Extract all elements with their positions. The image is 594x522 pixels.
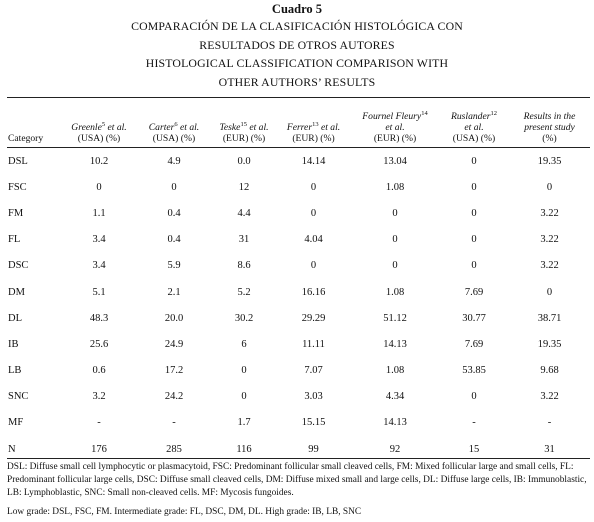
table-cell: 0.4 — [167, 207, 181, 219]
table-cell: 0 — [392, 234, 398, 246]
table-cell: 0 — [241, 391, 247, 403]
table-cell: 15 — [468, 443, 480, 455]
table-cell: 16.16 — [301, 286, 326, 298]
row-category: N — [8, 443, 16, 455]
table-row — [7, 227, 590, 253]
table-cell: 5.9 — [167, 260, 181, 272]
column-header: Ferrer$^{13}$ et al. (EUR) (%) — [286, 121, 341, 144]
table-row — [7, 253, 590, 279]
table-cell: 7.07 — [304, 365, 323, 377]
table-cell: 19.35 — [537, 338, 562, 350]
table-cell: 5.2 — [237, 286, 251, 298]
table-cell: 30.77 — [462, 312, 486, 324]
table-cell: 1.08 — [385, 286, 405, 298]
table-cell: 31 — [238, 234, 250, 246]
table-cell: 24.9 — [164, 338, 184, 350]
table-cell: 176 — [91, 443, 107, 455]
table-cell: 12 — [238, 181, 250, 193]
row-category: LB — [8, 365, 22, 377]
footnotes — [7, 461, 592, 519]
table-cell: 38.71 — [537, 312, 562, 324]
table-cell: 0 — [546, 181, 553, 193]
table-label: Cuadro 5 — [271, 2, 323, 16]
table-cell: 0.0 — [237, 155, 251, 167]
table-cell: 8.6 — [237, 260, 251, 272]
column-header: Fournel Fleury$^{14}$ et al. (EUR) (%) — [362, 110, 428, 144]
abbreviation-note: DSL: Diffuse small cell lymphocytic or plasmacytoid, FSC: Predominant follicular small cleaved cells, FM: Mixed follicular large and small cells, FL: Predominant follicular large cells, DSC: Diffuse small cleaved cells, DM: Diffuse mixed small and large cells, DL: Diffuse large cells, IB: Immunoblastic, LB: Lymphoblastic, SNC: Small non-cleaved cells. MF: Mycosis fungoides. — [7, 462, 587, 499]
table-row — [7, 384, 590, 410]
title-line: COMPARACIÓN DE LA CLASIFICACIÓN HISTOLÓGICA CON — [131, 19, 463, 33]
row-category: DSL — [8, 155, 28, 167]
table-cell: 4.34 — [385, 391, 405, 403]
column-header: Carter$^6$ et al. (USA) (%) — [148, 121, 200, 144]
table-cell: 0 — [471, 207, 477, 219]
table-cell: - — [547, 417, 552, 429]
table-cell: 3.4 — [92, 234, 106, 246]
table-cell: 3.03 — [304, 391, 323, 403]
table-row — [7, 200, 590, 226]
table-cell: 17.2 — [164, 365, 184, 377]
table-row — [7, 410, 590, 436]
top-rule — [7, 97, 590, 98]
table-cell: 1.7 — [237, 417, 251, 429]
table-cell: 14.13 — [383, 338, 407, 350]
table-cell: 0 — [471, 181, 477, 193]
column-header: Ruslander$^{12}$ et al. (USA) (%) — [451, 110, 497, 144]
table-cell: 0 — [96, 181, 102, 193]
row-category: SNC — [8, 391, 29, 403]
table-cell: 2.1 — [167, 286, 181, 298]
table-cell: 3.4 — [92, 260, 106, 272]
table-cell: 1.1 — [92, 207, 106, 219]
table-cell: 0 — [546, 286, 553, 298]
table-cell: 30.2 — [234, 312, 254, 324]
table-cell: 7.69 — [464, 338, 484, 350]
table-cell: 3.22 — [540, 391, 559, 403]
table-cell: 0 — [241, 365, 247, 377]
table-cell: 1.08 — [385, 181, 405, 193]
table-cell: 0 — [310, 181, 317, 193]
table-cell: 14.14 — [301, 155, 326, 167]
row-category: DM — [8, 286, 25, 298]
row-category: FL — [8, 234, 21, 246]
table-cell: 5.1 — [92, 286, 106, 298]
table-cell: 0 — [171, 181, 177, 193]
table-cell: 25.6 — [89, 338, 109, 350]
table-cell: 92 — [389, 443, 401, 455]
bottom-rule — [7, 458, 590, 459]
table-cell: 7.69 — [464, 286, 484, 298]
category-header: Category — [8, 133, 44, 144]
table-cell: - — [472, 417, 476, 429]
table-cell: 13.04 — [383, 155, 407, 167]
table-row — [7, 305, 590, 331]
table-row — [7, 331, 590, 357]
table-row — [7, 148, 590, 175]
row-category: MF — [8, 417, 24, 429]
table-cell: 4.9 — [167, 155, 181, 167]
header-row — [7, 100, 590, 148]
table-cell: 9.68 — [540, 365, 559, 377]
table-cell: 0 — [471, 155, 477, 167]
table-cell: - — [97, 417, 101, 429]
table-cell: 31 — [544, 443, 555, 455]
row-category: DL — [8, 312, 22, 324]
table-cell: 0.6 — [92, 365, 106, 377]
table-caption — [0, 2, 594, 91]
table-cell: 0 — [310, 207, 317, 219]
table-cell: 53.85 — [462, 365, 486, 377]
grade-note: Low grade: DSL, FSC, FM. Intermediate grade: FL, DSC, DM, DL. High grade: IB, LB, SNC — [7, 506, 362, 517]
row-category: IB — [8, 338, 19, 350]
table-cell: 1.08 — [385, 365, 405, 377]
table-cell: 116 — [236, 443, 252, 455]
table-cell: 0 — [392, 207, 398, 219]
table-cell: 0 — [471, 260, 477, 272]
table-cell: 3.22 — [540, 260, 559, 272]
table-cell: 0 — [392, 260, 398, 272]
title-line: RESULTADOS DE OTROS AUTORES — [199, 37, 395, 52]
table-cell: 14.13 — [383, 417, 407, 429]
table-cell: 20.0 — [164, 312, 184, 324]
table-cell: - — [172, 417, 176, 429]
table-row — [7, 358, 590, 384]
table-body — [7, 148, 590, 463]
table-cell: 24.2 — [164, 391, 184, 403]
table-cell: 6 — [241, 338, 247, 350]
table-cell: 3.22 — [540, 234, 559, 246]
table-cell: 3.2 — [92, 391, 106, 403]
title-line: HISTOLOGICAL CLASSIFICATION COMPARISON WITH — [145, 56, 449, 70]
table-cell: 4.4 — [237, 207, 251, 219]
comparison-table — [7, 100, 590, 462]
table-cell: 3.22 — [540, 207, 559, 219]
table-cell: 11.11 — [302, 338, 325, 350]
table-row — [7, 174, 590, 200]
column-header: Teske$^{15}$ et al. (EUR) (%) — [219, 121, 269, 144]
table-cell: 0.4 — [167, 234, 181, 246]
table-cell: 19.35 — [537, 155, 562, 167]
row-category: DSC — [8, 260, 29, 272]
table-cell: 15.15 — [301, 417, 326, 429]
row-category: FSC — [8, 181, 27, 193]
title-line: OTHER AUTHORS’ RESULTS — [218, 74, 376, 89]
table-cell: 99 — [308, 443, 319, 455]
column-header: Greenle$^5$ et al. (USA) (%) — [71, 121, 127, 144]
table-cell: 51.12 — [383, 312, 407, 324]
row-category: FM — [8, 207, 24, 219]
table-cell: 0 — [471, 391, 477, 403]
table-cell: 10.2 — [89, 155, 109, 167]
table-cell: 0 — [310, 260, 317, 272]
table-cell: 29.29 — [301, 312, 326, 324]
column-header: Results in the present study (%) — [523, 111, 576, 144]
table-row — [7, 279, 590, 305]
table-cell: 0 — [471, 234, 477, 246]
table-cell: 4.04 — [304, 234, 323, 246]
table-cell: 48.3 — [89, 312, 109, 324]
table-cell: 285 — [166, 443, 182, 455]
